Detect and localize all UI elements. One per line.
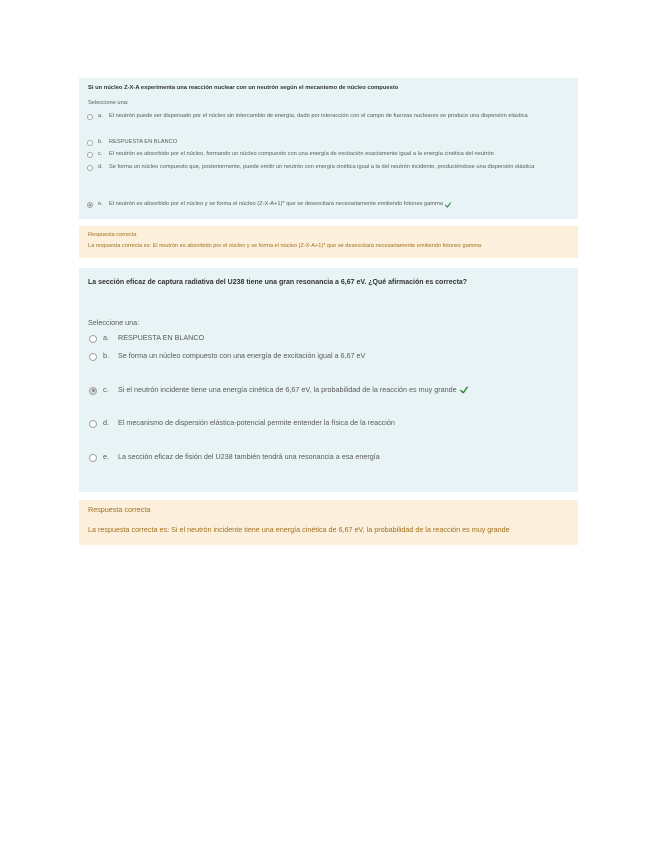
option-text: Se forma un núcleo compuesto que, posteriormente, puede emitir un neutrón con energía cinética igual a la del neutrón incidente, produciéndose una dispersión elástica bbox=[109, 164, 535, 170]
option-text: El neutrón puede ser dispersado por el núcleo sin intercambio de energía, dado por interacción con el campo de fuerzas nucleares se produce una dispersión elástica bbox=[109, 113, 528, 119]
option-letter: c. bbox=[103, 385, 109, 394]
question-2-feedback bbox=[79, 500, 578, 545]
option-letter: e. bbox=[103, 452, 109, 461]
question-2-option-b[interactable] bbox=[79, 349, 365, 363]
feedback-answer: La respuesta correcta es: Si el neutrón incidente tiene una energía cinética de 6,67 eV, la probabilidad de la reacción es muy grande bbox=[88, 525, 510, 534]
check-icon bbox=[445, 202, 451, 208]
option-letter: c. bbox=[98, 151, 103, 157]
option-text: Se forma un núcleo compuesto con una energía de excitación igual a 6,67 eV bbox=[118, 351, 366, 360]
question-2-select-label: Seleccione una: bbox=[88, 318, 140, 327]
option-letter: d. bbox=[98, 164, 103, 170]
question-2-option-d[interactable] bbox=[79, 416, 395, 430]
radio-icon[interactable] bbox=[89, 335, 97, 343]
option-letter: a. bbox=[98, 113, 103, 119]
radio-icon[interactable] bbox=[87, 152, 93, 158]
option-letter: a. bbox=[103, 333, 109, 342]
question-1-option-a[interactable] bbox=[79, 111, 528, 122]
option-letter: b. bbox=[98, 139, 103, 145]
feedback-answer: La respuesta correcta es: El neutrón es absorbido por el núcleo y se forma el núcleo (Z-X-A+1)* que se desexcitará necesariamente emitiendo fotones gamma bbox=[88, 243, 482, 249]
question-2-card bbox=[79, 268, 578, 492]
radio-icon[interactable] bbox=[89, 454, 97, 462]
radio-icon[interactable] bbox=[87, 202, 93, 208]
radio-icon[interactable] bbox=[87, 140, 93, 146]
question-1-select-label: Seleccione una: bbox=[88, 100, 129, 106]
option-text: Si el neutrón incidente tiene una energía cinética de 6,67 eV, la probabilidad de la reacción es muy grande bbox=[118, 385, 457, 394]
question-2-prompt: La sección eficaz de captura radiativa del U238 tiene una gran resonancia a 6,67 eV. ¿Qué afirmación es correcta? bbox=[88, 279, 468, 286]
question-1-option-d[interactable] bbox=[79, 162, 534, 173]
question-1-option-c[interactable] bbox=[79, 149, 494, 160]
radio-icon[interactable] bbox=[87, 165, 93, 171]
question-1-option-b[interactable] bbox=[79, 137, 177, 148]
question-1-feedback bbox=[79, 226, 578, 258]
option-text: RESPUESTA EN BLANCO bbox=[118, 333, 205, 342]
question-2-option-a[interactable] bbox=[79, 331, 204, 345]
question-1-option-e[interactable] bbox=[79, 199, 451, 210]
option-letter: d. bbox=[103, 418, 109, 427]
feedback-title: Respuesta correcta bbox=[88, 232, 137, 238]
option-text: La sección eficaz de fisión del U238 también tendrá una resonancia a esa energía bbox=[118, 452, 380, 461]
radio-icon[interactable] bbox=[87, 114, 93, 120]
question-1-card bbox=[79, 78, 578, 219]
radio-icon[interactable] bbox=[89, 353, 97, 361]
option-text: RESPUESTA EN BLANCO bbox=[109, 139, 178, 145]
question-2-option-c[interactable] bbox=[79, 383, 468, 397]
feedback-title: Respuesta correcta bbox=[88, 505, 151, 514]
option-letter: b. bbox=[103, 351, 109, 360]
question-1-prompt: Si un núcleo Z-X-A experimenta una reacción nuclear con un neutrón según el mecanismo de núcleo compuesto bbox=[88, 85, 399, 91]
option-text: El neutrón es absorbido por el núcleo, formando un núcleo compuesto con una energía de excitación exactamente igual a la energía cinética del neutrón bbox=[109, 151, 494, 157]
option-letter: e. bbox=[98, 201, 103, 207]
option-text: El mecanismo de dispersión elástica-potencial permite entender la física de la reacción bbox=[118, 418, 395, 427]
option-text: El neutrón es absorbido por el núcleo y se forma el núcleo (Z-X-A+1)* que se desexcitará necesariamente emitiendo fotones gamma bbox=[109, 201, 444, 207]
question-2-option-e[interactable] bbox=[79, 450, 380, 464]
check-icon bbox=[460, 386, 468, 394]
radio-icon[interactable] bbox=[89, 420, 97, 428]
radio-icon[interactable] bbox=[89, 387, 97, 395]
